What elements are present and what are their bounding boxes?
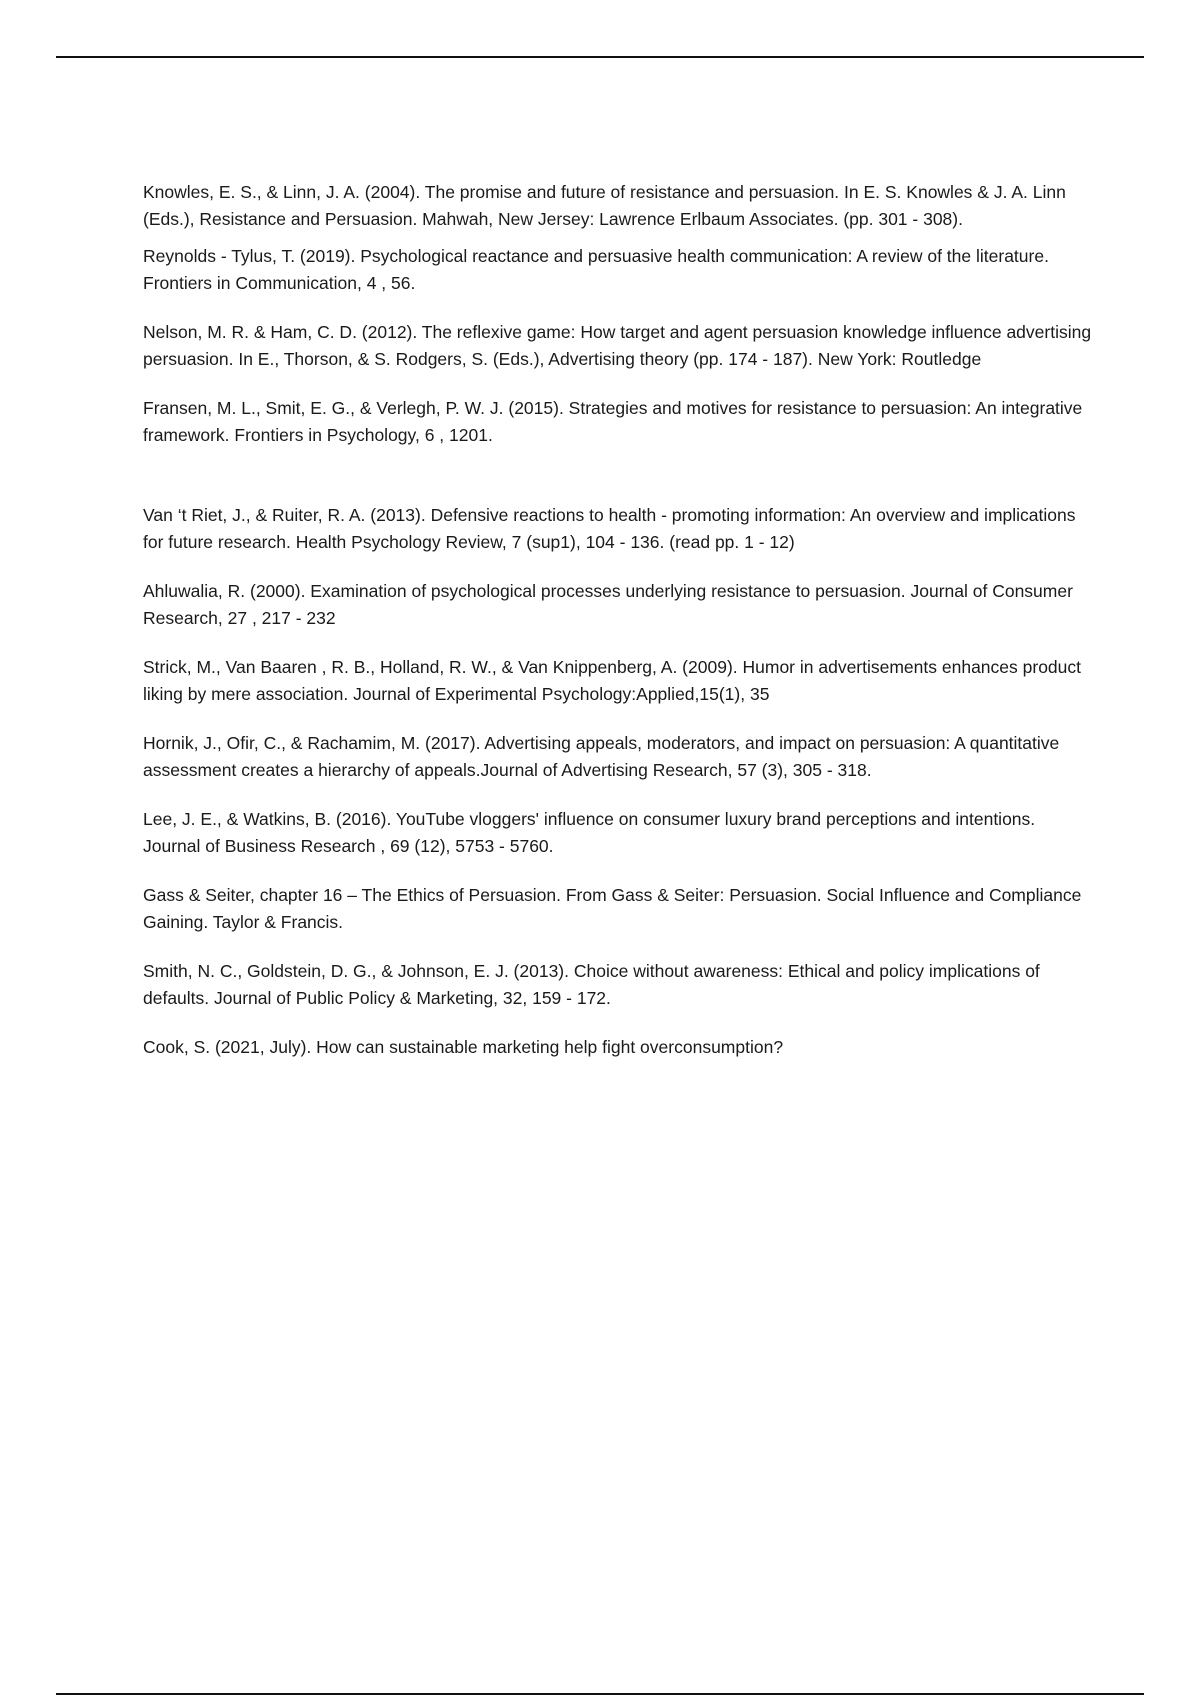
reference-list [143,179,1093,1061]
reference-hornik: Hornik, J., Ofir, C., & Rachamim, M. (2017). Advertising appeals, moderators, and impact on persuasion: A quantitative assessment creates a hierarchy of appeals.Journal of Advertising Research, 57 (3), 305 - 318. [143,733,1060,780]
reference-nelson-ham: Nelson, M. R. & Ham, C. D. (2012). The reflexive game: How target and agent persuasion knowledge influence advertising persuasion. In E., Thorson, & S. Rodgers, S. (Eds.), Advertising theory (pp. 174 - 187). New York: Routledge [143,322,1092,369]
header-rule [56,56,1144,58]
reference-knowles-linn: Knowles, E. S., & Linn, J. A. (2004). The promise and future of resistance and persuasion. In E. S. Knowles & J. A. Linn (Eds.), Resistance and Persuasion. Mahwah, New Jersey: Lawrence Erlbaum Associates. (pp. 301 - 308). [143,182,1066,229]
reference-fransen-smit-verlegh: Fransen, M. L., Smit, E. G., & Verlegh, P. W. J. (2015). Strategies and motives for resistance to persuasion: An integrative framework. Frontiers in Psychology, 6 , 1201. [143,398,1083,445]
reference-cook: Cook, S. (2021, July). How can sustainable marketing help fight overconsumption? [143,1037,784,1057]
reference-van-t-riet-ruiter: Van ‘t Riet, J., & Ruiter, R. A. (2013). Defensive reactions to health - promoting information: An overview and implications for future research. Health Psychology Review, 7 (sup1), 104 - 136. (read pp. 1 - 12) [143,505,1076,552]
reference-smith-goldstein-johnson: Smith, N. C., Goldstein, D. G., & Johnson, E. J. (2013). Choice without awareness: Ethical and policy implications of defaults. Journal of Public Policy & Marketing, 32, 159 - 172. [143,961,1040,1008]
footer-rule [56,1693,1144,1695]
reference-strick: Strick, M., Van Baaren , R. B., Holland, R. W., & Van Knippenberg, A. (2009). Humor in advertisements enhances product liking by mere association. Journal of Experimental Psychology:Applied,15(1), 35 [143,657,1082,704]
reference-ahluwalia: Ahluwalia, R. (2000). Examination of psychological processes underlying resistance to persuasion. Journal of Consumer Research, 27 , 217 - 232 [143,581,1073,628]
reference-lee-watkins: Lee, J. E., & Watkins, B. (2016). YouTube vloggers' influence on consumer luxury brand perceptions and intentions. Journal of Business Research , 69 (12), 5753 - 5760. [143,809,1036,856]
reference-gass-seiter: Gass & Seiter, chapter 16 – The Ethics of Persuasion. From Gass & Seiter: Persuasion. Social Influence and Compliance Gaining. Taylor & Francis. [143,885,1082,932]
reference-reynolds-tylus: Reynolds - Tylus, T. (2019). Psychological reactance and persuasive health communication: A review of the literature. Frontiers in Communication, 4 , 56. [143,246,1049,293]
